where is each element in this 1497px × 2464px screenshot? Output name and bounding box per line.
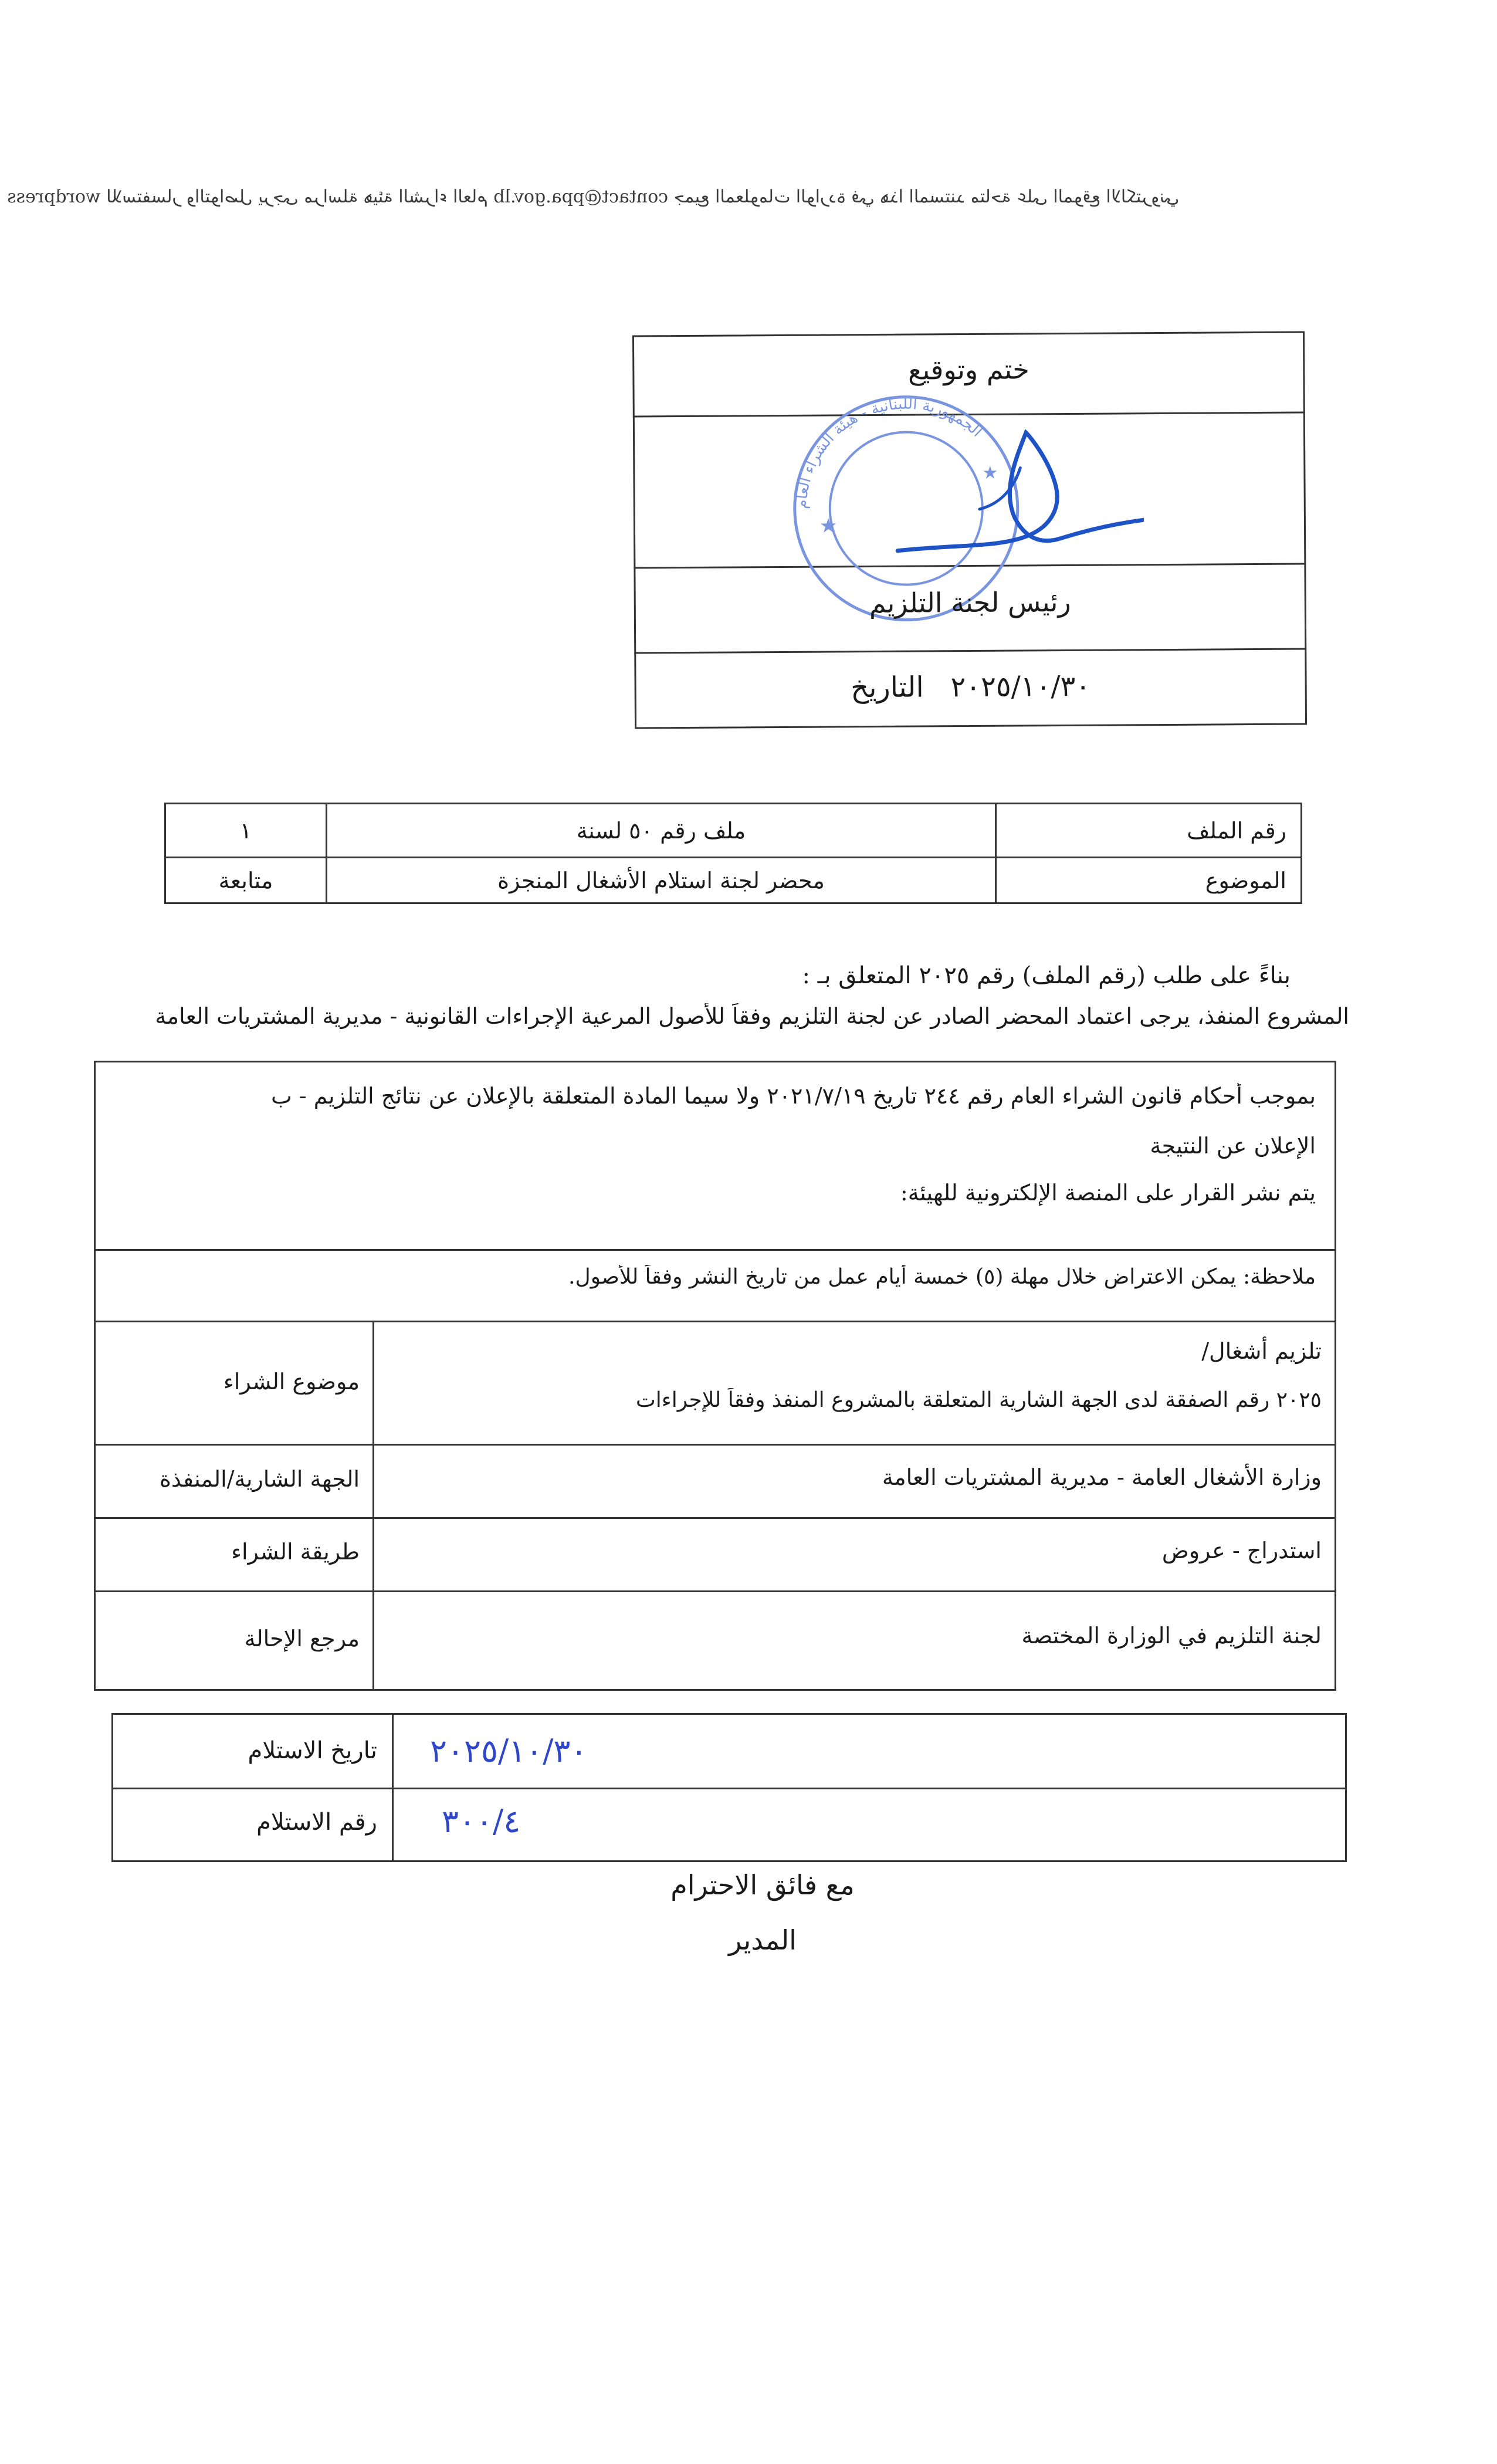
signature-date-label: التاريخ: [850, 671, 924, 705]
notice-value-entity: وزارة الأشغال العامة - مديرية المشتريات العامة: [882, 1464, 1322, 1490]
info-extra-subject: متابعة: [165, 858, 327, 903]
signatory-name: رئيس لجنة التلزيم: [869, 585, 1071, 620]
info-label-subject: الموضوع: [996, 858, 1302, 903]
notice-paragraph-1: بموجب أحكام قانون الشراء العام رقم ٢٤٤ تاريخ ٢٠٢١/٧/١٩ ولا سيما المادة المتعلقة بالإعلان عن نتائج التلزيم - ب: [270, 1083, 1316, 1109]
date-label-received: تاريخ الاستلام: [248, 1737, 377, 1764]
table-row: [165, 804, 1302, 858]
header-note: جميع المعلومات الواردة في هذا المستند متاحة على الموقع الالكتروني contact@ppa.gov.lb للاستفسار والتواصل يرجى مراسلة هيئة الشراء العام wordpress: [7, 187, 1179, 207]
notice-label-entity: الجهة الشارية/المنفذة: [160, 1466, 360, 1492]
stamp-text: الجمهورية اللبنانية - هيئة الشراء العام: [792, 395, 986, 510]
info-extra-file: ١: [165, 804, 327, 858]
date-table: [111, 1713, 1347, 1862]
svg-text:★: ★: [982, 462, 998, 483]
notice-label-reference: مرجع الإحالة: [244, 1626, 360, 1651]
signature-date-value: ٢٠٢٥/١٠/٣٠: [950, 669, 1091, 704]
closing-line-2: المدير: [729, 1924, 797, 1956]
notice-box: [94, 1061, 1336, 1691]
closing-line-1: مع فائق الاحترام: [670, 1869, 855, 1901]
notice-paragraph-3: يتم نشر القرار على المنصة الإلكترونية للهيئة:: [900, 1180, 1316, 1206]
info-label-file: رقم الملف: [996, 804, 1302, 858]
notice-value-purchase-a: تلزيم أشغال/: [1201, 1338, 1322, 1364]
info-value-subject: محضر لجنة استلام الأشغال المنجزة: [327, 858, 996, 903]
notice-label-purchase: موضوع الشراء: [223, 1369, 360, 1395]
table-row: [165, 858, 1302, 903]
notice-paragraph-2: الإعلان عن النتيجة: [1150, 1133, 1316, 1159]
signature-box-title: ختم وتوقيع: [907, 353, 1029, 386]
date-value-received: ٢٠٢٥/١٠/٣٠: [430, 1732, 588, 1769]
info-value-file: ملف رقم ٥٠ لسنة: [327, 804, 996, 858]
signature-box: [632, 331, 1309, 728]
signature-scribble: [838, 414, 1144, 592]
notice-label-method: طريقة الشراء: [231, 1539, 360, 1565]
body-line-1: بناءً على طلب (رقم الملف) رقم ٢٠٢٥ المتعلق بـ :: [802, 962, 1291, 989]
notice-value-purchase-b: ٢٠٢٥ رقم الصفقة لدى الجهة الشارية المتعلقة بالمشروع المنفذ وفقاً للإجراءات: [635, 1388, 1322, 1412]
date-label-number: رقم الاستلام: [256, 1809, 377, 1836]
body-line-2: المشروع المنفذ، يرجى اعتماد المحضر الصادر عن لجنة التلزيم وفقاً للأصول المرعية الإجراءات القانونية - مديرية المشتريات العامة: [155, 1003, 1349, 1029]
date-value-number: ٣٠٠/٤: [442, 1803, 521, 1840]
notice-value-reference: لجنة التلزيم في الوزارة المختصة: [1021, 1623, 1322, 1649]
notice-value-method: استدراج - عروض: [1161, 1538, 1322, 1563]
svg-text:★: ★: [819, 514, 838, 538]
notice-row-note: ملاحظة: يمكن الاعتراض خلال مهلة (٥) خمسة أيام عمل من تاريخ النشر وفقاً للأصول.: [568, 1265, 1316, 1289]
info-table: [164, 803, 1302, 904]
signature-date: [634, 669, 1306, 706]
